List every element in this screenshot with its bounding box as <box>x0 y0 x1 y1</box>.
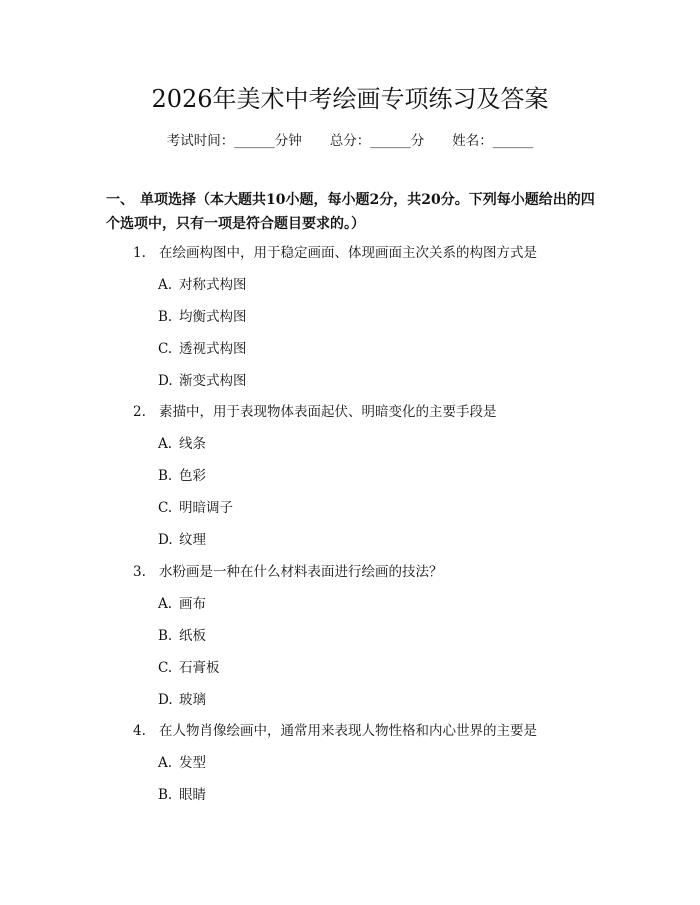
option <box>158 498 233 518</box>
option-text: 画布 <box>179 596 206 612</box>
option-letter: B. <box>158 787 173 803</box>
option-letter: A. <box>158 755 173 771</box>
option <box>158 753 206 773</box>
section-heading <box>106 188 606 236</box>
option-text: 渐变式构图 <box>179 373 247 389</box>
question-text: 水粉画是一种在什么材料表面进行绘画的技法？ <box>159 564 443 580</box>
option-letter: A. <box>158 277 173 293</box>
question-number: 3. <box>133 564 146 580</box>
option-text: 均衡式构图 <box>179 309 247 325</box>
exam-meta <box>0 131 700 151</box>
option-letter: C. <box>158 660 173 676</box>
option <box>158 307 247 327</box>
option-text: 眼睛 <box>179 787 206 803</box>
option <box>158 626 206 646</box>
option-letter: D. <box>158 692 173 708</box>
option <box>158 690 206 710</box>
option <box>158 594 206 614</box>
option-text: 色彩 <box>179 468 206 484</box>
question <box>133 562 443 582</box>
question <box>133 243 537 263</box>
question-text: 在绘画构图中，用于稳定画面、体现画面主次关系的构图方式是 <box>159 245 537 261</box>
option <box>158 466 206 486</box>
option-text: 对称式构图 <box>179 277 247 293</box>
option-letter: A. <box>158 436 173 452</box>
option-letter: B. <box>158 468 173 484</box>
question <box>133 721 537 741</box>
question-number: 4. <box>133 723 146 739</box>
option-letter: D. <box>158 532 173 548</box>
option-text: 明暗调子 <box>179 500 233 516</box>
section-instructions: 单项选择（本大题共10小题，每小题2分，共20分。下列每小题给出的四个选项中，只有一项是符合题目要求的。） <box>106 192 595 232</box>
option-letter: B. <box>158 628 173 644</box>
option-text: 石膏板 <box>179 660 220 676</box>
question-number: 1. <box>133 245 146 261</box>
section-number: 一、 <box>106 192 134 208</box>
option-letter: C. <box>158 500 173 516</box>
option-text: 纹理 <box>179 532 206 548</box>
option-letter: D. <box>158 373 173 389</box>
question-number: 2. <box>133 404 146 420</box>
student-name-field: 姓名：______ <box>452 133 534 149</box>
option-letter: A. <box>158 596 173 612</box>
question-text: 素描中，用于表现物体表面起伏、明暗变化的主要手段是 <box>159 404 497 420</box>
question <box>133 402 497 422</box>
question-text: 在人物肖像绘画中，通常用来表现人物性格和内心世界的主要是 <box>159 723 537 739</box>
option-text: 纸板 <box>179 628 206 644</box>
option <box>158 275 247 295</box>
total-score-field: 总分：______分 <box>329 133 425 149</box>
option-letter: B. <box>158 309 173 325</box>
option <box>158 785 206 805</box>
option-text: 线条 <box>179 436 206 452</box>
option <box>158 658 220 678</box>
option <box>158 371 247 391</box>
option <box>158 339 247 359</box>
exam-time-field: 考试时间：______分钟 <box>166 133 302 149</box>
option-text: 发型 <box>179 755 206 771</box>
option <box>158 530 206 550</box>
option <box>158 434 206 454</box>
option-text: 玻璃 <box>179 692 206 708</box>
document-title: 2026年美术中考绘画专项练习及答案 <box>151 85 549 113</box>
option-text: 透视式构图 <box>179 341 247 357</box>
option-letter: C. <box>158 341 173 357</box>
